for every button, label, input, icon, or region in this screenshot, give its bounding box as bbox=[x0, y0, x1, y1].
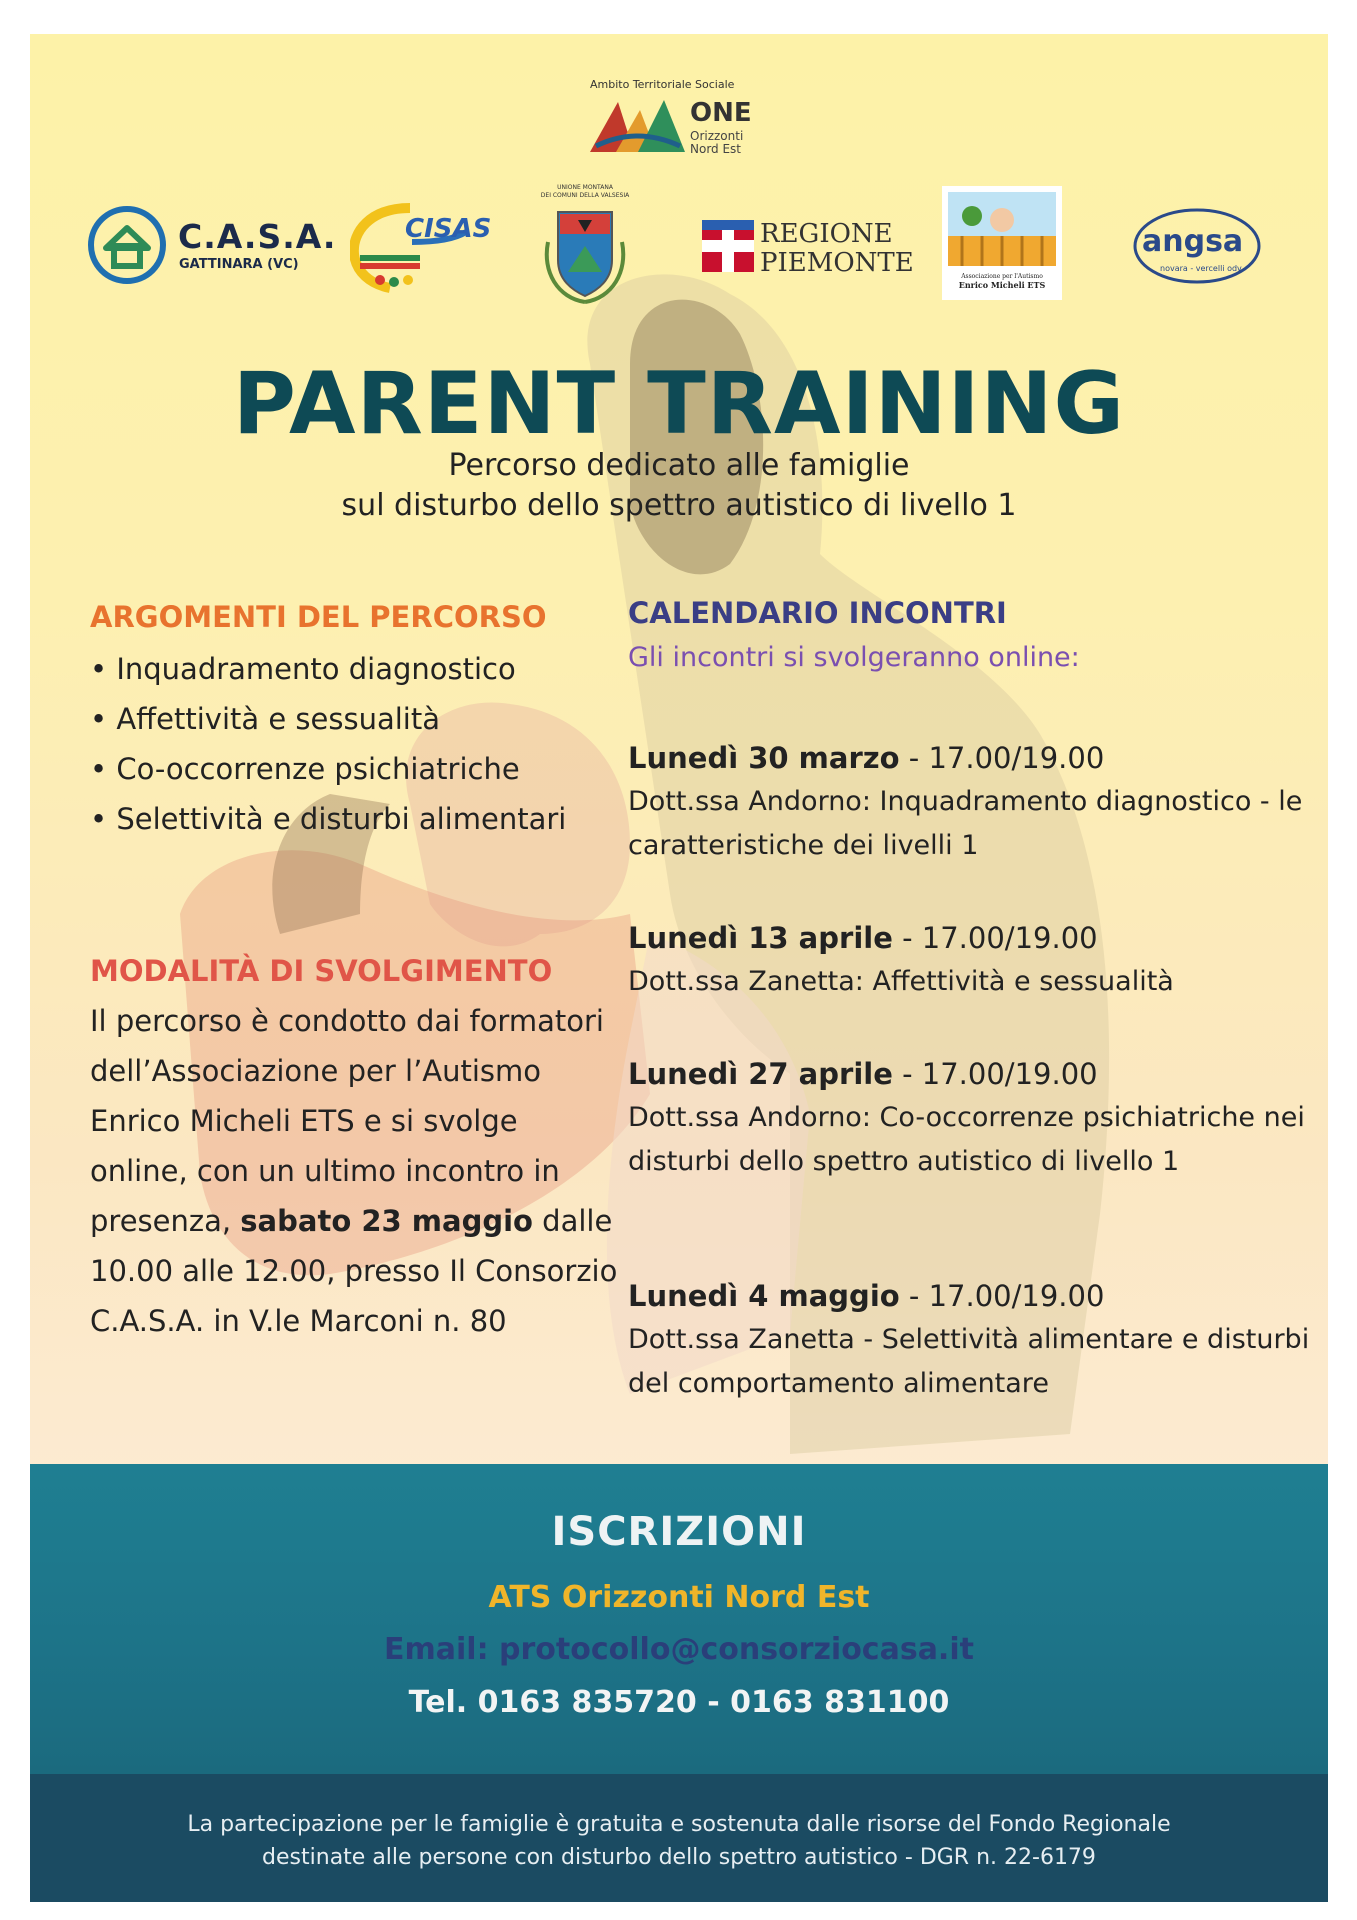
event-item: Lunedì 4 maggio - 17.00/19.00 Dott.ssa Zanetta - Selettività alimentare e disturbi del comportamento alimentare bbox=[628, 1279, 1310, 1399]
list-item: • Inquadramento diagnostico bbox=[90, 644, 620, 694]
iscrizioni-email[interactable]: Email: protocollo@consorziocasa.it bbox=[384, 1632, 974, 1667]
list-item: • Selettività e disturbi alimentari bbox=[90, 794, 620, 844]
micheli-label: Associazione per l'Autismo Enrico Micheli ETS bbox=[958, 273, 1046, 290]
iscrizioni-org: ATS Orizzonti Nord Est bbox=[488, 1580, 870, 1615]
argomenti-section bbox=[90, 600, 620, 844]
iscrizioni-heading: ISCRIZIONI bbox=[551, 1509, 807, 1555]
list-item: • Affettività e sessualità bbox=[90, 694, 620, 744]
argomenti-heading: ARGOMENTI DEL PERCORSO bbox=[90, 600, 547, 634]
calendario-section bbox=[628, 596, 1318, 673]
one-subtitle: Orizzonti Nord Est bbox=[690, 129, 744, 156]
regione-flag-icon bbox=[702, 220, 754, 272]
casa-house-icon bbox=[86, 204, 168, 286]
one-logo-icon bbox=[590, 96, 685, 154]
page-subtitle: Percorso dedicato alle famiglie sul disturbo dello spettro autistico di livello 1 bbox=[341, 448, 1017, 523]
casa-subtitle: GATTINARA (VC) bbox=[179, 257, 299, 272]
cisas-name: CISAS bbox=[405, 214, 492, 244]
event-item: Lunedì 30 marzo - 17.00/19.00 Dott.ssa Andorno: Inquadramento diagnostico - le caratteristiche dei livelli 1 bbox=[628, 741, 1303, 861]
modalita-heading: MODALITÀ DI SVOLGIMENTO bbox=[90, 954, 553, 988]
modalita-text: Il percorso è condotto dai formatori dell’Associazione per l’Autismo Enrico Micheli ETS e si svolge online, con un ultimo incontro in presenza, sabato 23 maggio dalle 10.00 alle 12.00, presso Il Consorzio C.A.S.A. in V.le Marconi n. 80 bbox=[90, 1004, 618, 1338]
modalita-section bbox=[90, 954, 620, 1346]
argomenti-list bbox=[90, 644, 620, 844]
regione-name: REGIONE PIEMONTE bbox=[760, 219, 914, 278]
casa-name: C.A.S.A. bbox=[178, 217, 337, 256]
calendario-heading: CALENDARIO INCONTRI bbox=[628, 596, 1007, 630]
event-item: Lunedì 27 aprile - 17.00/19.00 Dott.ssa Andorno: Co-occorrenze psichiatriche nei disturbi dello spettro autistico di livello 1 bbox=[628, 1057, 1305, 1177]
page-title: PARENT TRAINING bbox=[232, 354, 1126, 454]
list-item: • Co-occorrenze psichiatriche bbox=[90, 744, 620, 794]
one-wordmark: ONE bbox=[690, 98, 752, 128]
flyer bbox=[30, 34, 1328, 1902]
footer-note: La partecipazione per le famiglie è gratuita e sostenuta dalle risorse del Fondo Regionale destinate alle persone con disturbo dello spettro autistico - DGR n. 22-6179 bbox=[187, 1812, 1171, 1870]
unione-crest-icon bbox=[538, 202, 632, 304]
unione-label: UNIONE MONTANA DEI COMUNI DELLA VALSESIA bbox=[540, 184, 630, 199]
ambito-label: Ambito Territoriale Sociale bbox=[590, 78, 735, 91]
event-item: Lunedì 13 aprile - 17.00/19.00 Dott.ssa Zanetta: Affettività e sessualità bbox=[628, 921, 1174, 997]
online-note: Gli incontri si svolgeranno online: bbox=[628, 642, 1080, 673]
angsa-name: angsa bbox=[1142, 224, 1244, 259]
iscrizioni-phone[interactable]: Tel. 0163 835720 - 0163 831100 bbox=[408, 1685, 950, 1720]
angsa-subtitle: novara - vercelli odv bbox=[1160, 264, 1242, 273]
